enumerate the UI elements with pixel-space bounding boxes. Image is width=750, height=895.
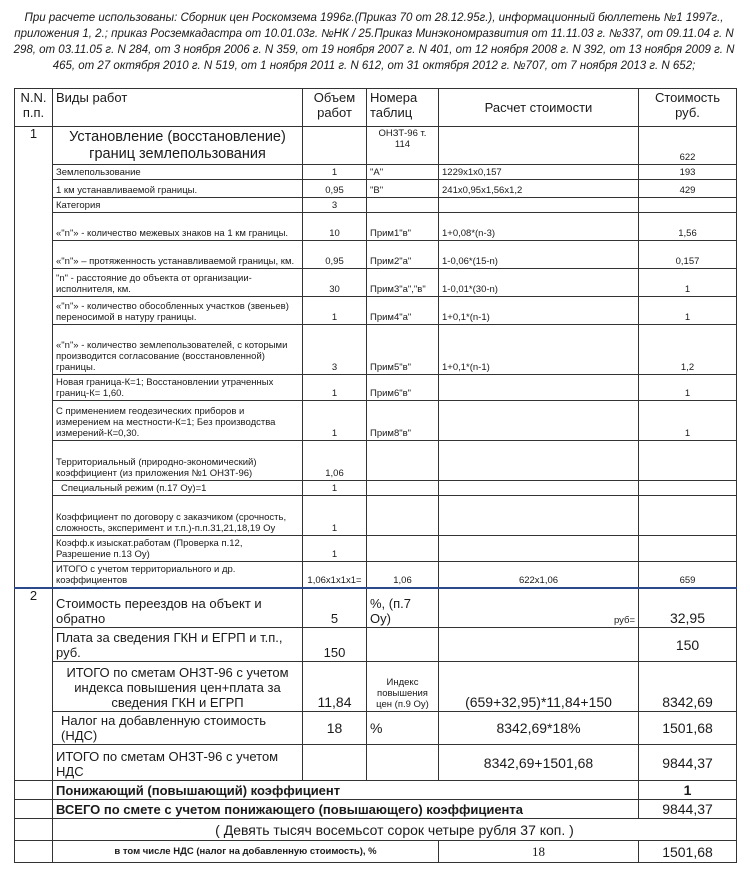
col-cost: Стоимость руб. bbox=[639, 89, 737, 127]
total-label: ВСЕГО по смете с учетом понижающего (повышающего) коэффициента bbox=[53, 800, 639, 819]
table-row: Налог на добавленную стоимость (НДС) 18 % 8342,69*18% 1501,68 bbox=[15, 712, 737, 745]
table-row: Плата за сведения ГКН и ЕГРП и т.п., руб. 150 150 bbox=[15, 628, 737, 662]
total-row bbox=[15, 800, 737, 819]
table-row: ИТОГО с учетом территориального и др. коэффициентов 1,06х1х1х1= 1,06 622х1,06 659 bbox=[15, 562, 737, 588]
estimate-table bbox=[14, 88, 737, 863]
col-num: N.N. п.п. bbox=[15, 89, 53, 127]
table-row: «"n"» – протяженность устанавливаемой границы, км. 0,95 Прим2"а" 1-0,06*(15-n) 0,157 bbox=[15, 241, 737, 269]
coef-value: 1 bbox=[639, 781, 737, 800]
words-row bbox=[15, 819, 737, 841]
table-row: ИТОГО по сметам ОНЗТ-96 с учетом индекса повышения цен+плата за сведения ГКН и ЕГРП 11,84 Индекс повышения цен (п.9 Оу) (659+32,95)*11,84+150 8342,69 bbox=[15, 662, 737, 712]
col-calc: Расчет стоимости bbox=[439, 89, 639, 127]
total-value: 9844,37 bbox=[639, 800, 737, 819]
table-row: Коэффициент по договору с заказчиком (срочность, сложность, эксперимент и т.п.)-п.п.31,21,18,19 Оу 1 bbox=[15, 496, 737, 536]
table-row: 2 Стоимость переездов на объект и обратно 5 %, (п.7 Оу) руб= 32,95 bbox=[15, 588, 737, 628]
section2-num: 2 bbox=[15, 588, 53, 781]
header-note: При расчете использованы: Сборник цен Роскомзема 1996г.(Приказ 70 от 28.12.95г.), информационный бюллетень №1 1997г., приложения 1, 2.; приказ Росземкадастра от 10.01.03г. №НК / 25.Приказ Минэкономразвития от 11.11.03 г. №337, от 09.11.04 г. N 298, от 03.11.05 г. N 284, от 3 ноября 2006 г. N 359, от 19 ноября 2007 г. N 401, от 12 ноября 2008 г. N 392, от 13 ноября 2009 г. N 465, от 27 октября 2010 г. N 519, от 1 ноября 2011 г. N 612, от 31 октября 2012 г. №707, от 7 ноября 2013 г. N 652; bbox=[13, 12, 735, 72]
table-row: «"n"» - количество обособленных участков (звеньев) переносимой в натуру границы. 1 Прим4"а" 1+0,1*(n-1) 1 bbox=[15, 297, 737, 325]
vat-row bbox=[15, 841, 737, 863]
section1-num: 1 bbox=[15, 127, 53, 588]
coef-row bbox=[15, 781, 737, 800]
table-row: Коэфф.к изыскат.работам (Проверка п.12, Разрешение п.13 Оу) 1 bbox=[15, 536, 737, 562]
vat-label: в том числе НДС (налог на добавленную стоимость), % bbox=[53, 841, 439, 863]
section1-tables: ОНЗТ-96 т. 114 bbox=[367, 127, 439, 165]
coef-label: Понижающий (повышающий) коэффициент bbox=[53, 781, 639, 800]
section1-cost: 622 bbox=[639, 127, 737, 165]
table-row: «"n"» - количество землепользователей, с которыми производится согласование (восстановленной) границы. 3 Прим5"в" 1+0,1*(n-1) 1,2 bbox=[15, 325, 737, 375]
table-row: ИТОГО по сметам ОНЗТ-96 с учетом НДС 8342,69+1501,68 9844,37 bbox=[15, 745, 737, 781]
section1-title-row bbox=[15, 127, 737, 165]
col-volume: Объем работ bbox=[303, 89, 367, 127]
table-row: Категория 3 bbox=[15, 198, 737, 213]
table-row: Территориальный (природно-экономический) коэффициент (из приложения №1 ОНЗТ-96) 1,06 bbox=[15, 441, 737, 481]
col-work: Виды работ bbox=[53, 89, 303, 127]
section1-title: Установление (восстановление) границ землепользования bbox=[53, 127, 303, 165]
table-row: 1 км устанавливаемой границы. 0,95 "В" 241х0,95х1,56х1,2 429 bbox=[15, 180, 737, 198]
vat-percent: 18 bbox=[439, 841, 639, 863]
col-tables: Номера таблиц bbox=[367, 89, 439, 127]
table-row: «"n"» - количество межевых знаков на 1 км границы. 10 Прим1"в" 1+0,08*(n-3) 1,56 bbox=[15, 213, 737, 241]
table-row: "n" - расстояние до объекта от организации-исполнителя, км. 30 Прим3"а","в" 1-0,01*(30-n) 1 bbox=[15, 269, 737, 297]
table-row: Землепользование 1 "А" 1229х1х0,157 193 bbox=[15, 165, 737, 180]
table-row: Новая граница-К=1; Восстановлении утраченных границ-К= 1,60. 1 Прим6"в" 1 bbox=[15, 375, 737, 401]
vat-value: 1501,68 bbox=[639, 841, 737, 863]
table-row: Специальный режим (п.17 Оу)=1 1 bbox=[15, 481, 737, 496]
total-in-words: ( Девять тысяч восемьсот сорок четыре рубля 37 коп. ) bbox=[53, 819, 737, 841]
table-row: С применением геодезических приборов и измерением на местности-К=1; Без производства измерений-К=0,30. 1 Прим8"в" 1 bbox=[15, 401, 737, 441]
